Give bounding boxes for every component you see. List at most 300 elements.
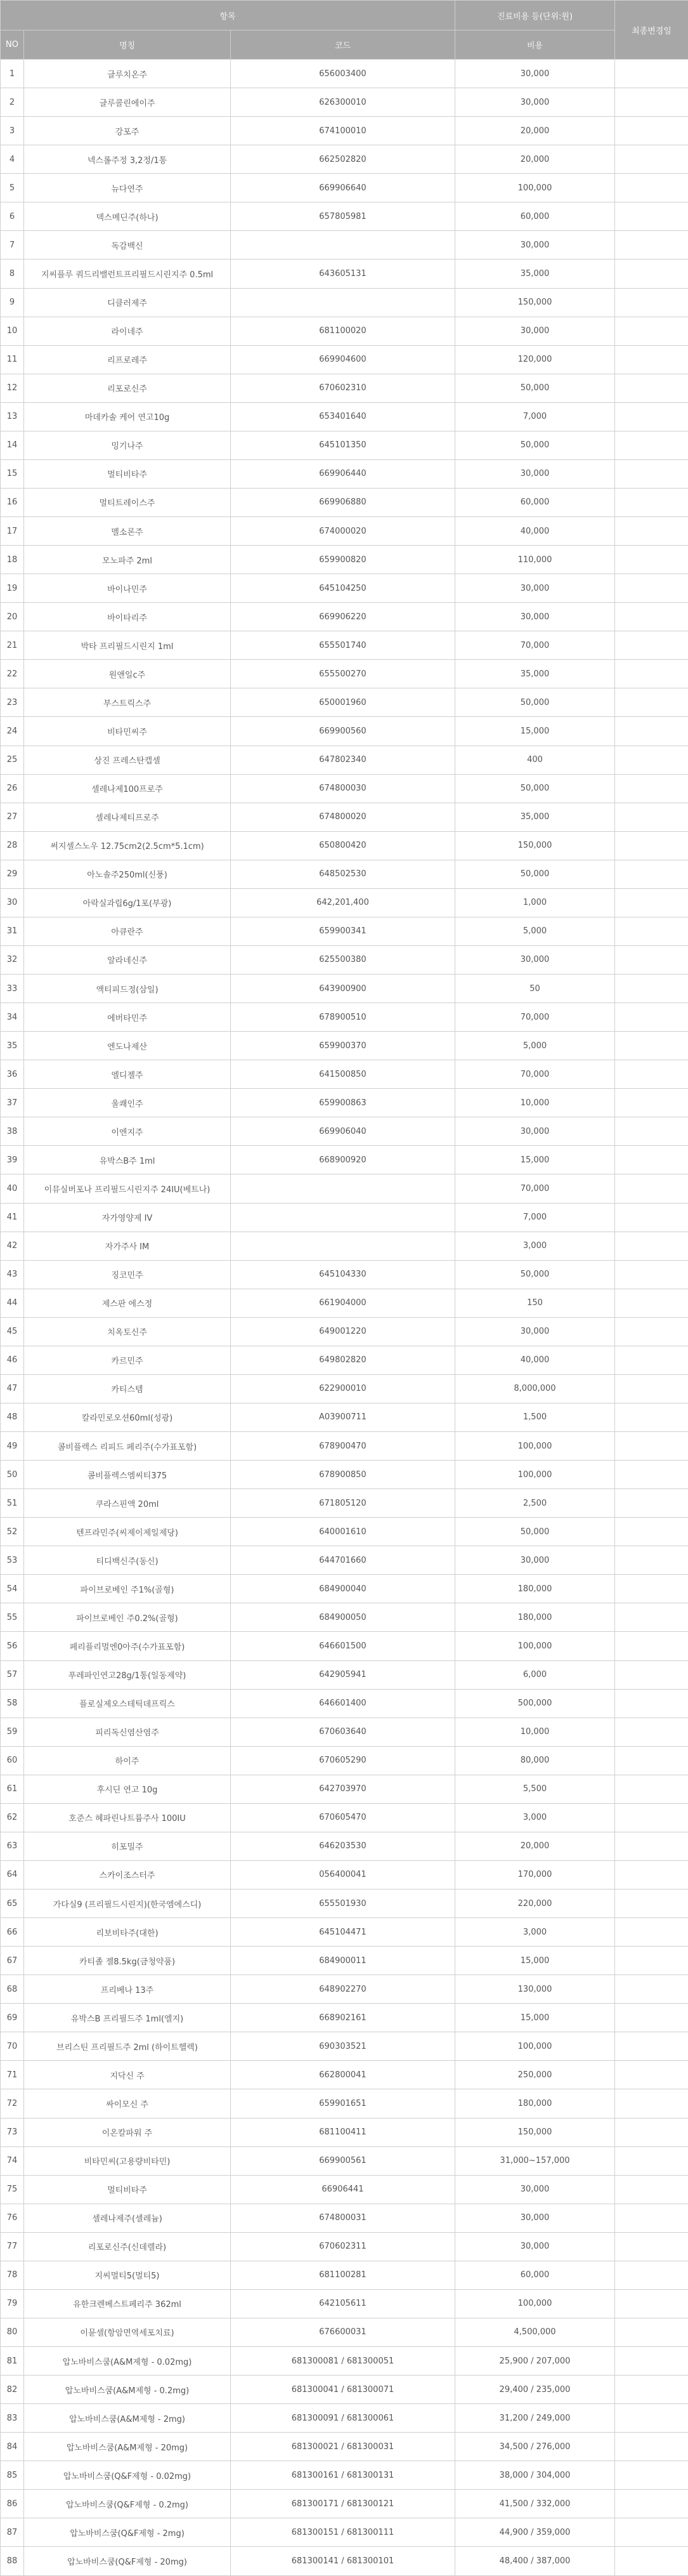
row-last-change-cell	[615, 88, 688, 117]
row-last-change-cell	[615, 660, 688, 688]
row-last-change-cell	[615, 2404, 688, 2433]
row-code-cell: 646601500	[231, 1632, 455, 1660]
row-last-change-cell	[615, 1975, 688, 2004]
table-row	[1, 774, 688, 803]
row-no-cell: 80	[1, 2318, 24, 2346]
row-no-cell: 8	[1, 260, 24, 288]
row-name-cell: 이엔지주	[24, 1117, 231, 1146]
table-row	[1, 2404, 688, 2433]
row-name-cell: 리포로신주	[24, 374, 231, 402]
table-row	[1, 1860, 688, 1889]
row-name-cell: 멀티비타주	[24, 2175, 231, 2204]
row-name-cell: 압노바비스쿰(A&M제형 - 20mg)	[24, 2433, 231, 2461]
row-code-cell: 669906220	[231, 603, 455, 631]
table-row	[1, 345, 688, 374]
row-name-cell: 리프로레주	[24, 345, 231, 374]
row-cost-cell: 500,000	[455, 1689, 615, 1718]
code-header: 코드	[231, 30, 455, 60]
row-code-cell: 645101350	[231, 431, 455, 459]
row-no-cell: 78	[1, 2261, 24, 2289]
table-row	[1, 1432, 688, 1461]
row-name-cell: 넥스롤주정 3,2정/1통	[24, 145, 231, 174]
row-no-cell: 82	[1, 2376, 24, 2404]
row-code-cell: 659900370	[231, 1032, 455, 1060]
row-no-cell: 35	[1, 1032, 24, 1060]
table-row	[1, 1146, 688, 1174]
row-cost-cell: 130,000	[455, 1975, 615, 2004]
row-name-cell: 밍기나주	[24, 431, 231, 459]
row-last-change-cell	[615, 1117, 688, 1146]
row-last-change-cell	[615, 231, 688, 260]
row-code-cell: 681300081 / 681300051	[231, 2347, 455, 2376]
row-last-change-cell	[615, 1003, 688, 1032]
row-last-change-cell	[615, 1660, 688, 1689]
row-code-cell: 655500270	[231, 660, 455, 688]
row-no-cell: 45	[1, 1317, 24, 1346]
row-last-change-cell	[615, 1632, 688, 1660]
row-last-change-cell	[615, 803, 688, 831]
row-code-cell: 681300041 / 681300071	[231, 2376, 455, 2404]
table-row	[1, 803, 688, 831]
table-header	[1, 1, 688, 60]
table-row	[1, 1632, 688, 1660]
row-name-cell: 상진 프레스탄캡셀	[24, 746, 231, 774]
table-row	[1, 1603, 688, 1632]
row-name-cell: 카티졸 젤8.5kg(금청약품)	[24, 1947, 231, 1975]
row-code-cell: 659900863	[231, 1089, 455, 1117]
row-name-cell: 유박스B 프리필드주 1ml(엘지)	[24, 2004, 231, 2032]
row-code-cell	[231, 1203, 455, 1232]
row-code-cell: 661904000	[231, 1289, 455, 1317]
row-name-cell: 바이나민주	[24, 574, 231, 603]
row-no-cell: 73	[1, 2118, 24, 2146]
table-row	[1, 488, 688, 516]
row-cost-cell: 180,000	[455, 2089, 615, 2118]
row-name-cell: 라이네주	[24, 317, 231, 345]
row-code-cell: 669900561	[231, 2146, 455, 2175]
row-last-change-cell	[615, 2061, 688, 2089]
row-name-cell: 카르민주	[24, 1346, 231, 1374]
row-cost-cell: 50,000	[455, 1260, 615, 1289]
table-row	[1, 1718, 688, 1746]
row-last-change-cell	[615, 746, 688, 774]
row-cost-cell: 50,000	[455, 431, 615, 459]
row-name-cell: 마데카솔 케어 연고10g	[24, 402, 231, 431]
row-no-cell: 10	[1, 317, 24, 345]
row-name-cell: 덱스메딘주(하나)	[24, 202, 231, 231]
row-no-cell: 41	[1, 1203, 24, 1232]
row-code-cell: 676600031	[231, 2318, 455, 2346]
row-code-cell: 681300161 / 681300131	[231, 2461, 455, 2490]
row-cost-cell: 31,000~157,000	[455, 2146, 615, 2175]
row-code-cell: 690303521	[231, 2032, 455, 2061]
row-last-change-cell	[615, 1860, 688, 1889]
row-cost-cell: 180,000	[455, 1575, 615, 1603]
row-cost-cell: 50,000	[455, 860, 615, 888]
row-no-cell: 43	[1, 1260, 24, 1289]
row-name-cell: 디클러제주	[24, 288, 231, 317]
row-name-cell: 플로실제오스테틱데프릭스	[24, 1689, 231, 1718]
row-no-cell: 46	[1, 1346, 24, 1374]
row-no-cell: 54	[1, 1575, 24, 1603]
row-last-change-cell	[615, 202, 688, 231]
row-last-change-cell	[615, 2518, 688, 2547]
row-code-cell: A03900711	[231, 1403, 455, 1431]
row-no-cell: 57	[1, 1660, 24, 1689]
table-row	[1, 831, 688, 860]
row-no-cell: 33	[1, 975, 24, 1003]
row-cost-cell: 80,000	[455, 1746, 615, 1775]
table-row	[1, 1746, 688, 1775]
row-last-change-cell	[615, 2204, 688, 2232]
row-cost-cell: 60,000	[455, 488, 615, 516]
row-last-change-cell	[615, 1918, 688, 1947]
row-cost-cell: 10,000	[455, 1089, 615, 1117]
row-no-cell: 51	[1, 1489, 24, 1518]
row-last-change-cell	[615, 574, 688, 603]
row-code-cell: 671805120	[231, 1489, 455, 1518]
row-code-cell	[231, 1232, 455, 1260]
row-code-cell: 625500380	[231, 945, 455, 974]
table-row	[1, 2261, 688, 2289]
table-row	[1, 1489, 688, 1518]
row-no-cell: 13	[1, 402, 24, 431]
row-no-cell: 2	[1, 88, 24, 117]
row-cost-cell: 70,000	[455, 1003, 615, 1032]
row-last-change-cell	[615, 1232, 688, 1260]
row-cost-cell: 150,000	[455, 288, 615, 317]
row-code-cell: 681100020	[231, 317, 455, 345]
row-name-cell: 박타 프리필드시린지 1ml	[24, 631, 231, 660]
row-name-cell: 리포로신주(신데렐라)	[24, 2232, 231, 2261]
row-name-cell: 유한크렌베스트페리주 362ml	[24, 2289, 231, 2318]
row-code-cell: 646601400	[231, 1689, 455, 1718]
row-code-cell: 647802340	[231, 746, 455, 774]
row-cost-cell: 34,500 / 276,000	[455, 2433, 615, 2461]
row-no-cell: 49	[1, 1432, 24, 1461]
row-name-cell: 뉴다연주	[24, 174, 231, 202]
row-no-cell: 30	[1, 888, 24, 917]
row-name-cell: 제스판 에스정	[24, 1289, 231, 1317]
row-code-cell: 662502820	[231, 145, 455, 174]
table-row	[1, 1346, 688, 1374]
table-row	[1, 2490, 688, 2518]
row-code-cell: 674800030	[231, 774, 455, 803]
row-cost-cell: 120,000	[455, 345, 615, 374]
row-name-cell: 비타민씨주	[24, 717, 231, 746]
row-no-cell: 23	[1, 688, 24, 717]
row-last-change-cell	[615, 2547, 688, 2575]
row-no-cell: 11	[1, 345, 24, 374]
table-row	[1, 431, 688, 459]
row-cost-cell: 50,000	[455, 374, 615, 402]
table-row	[1, 2004, 688, 2032]
cost-header: 비용	[455, 30, 615, 60]
row-code-cell: 657805981	[231, 202, 455, 231]
row-no-cell: 17	[1, 517, 24, 546]
table-row	[1, 2146, 688, 2175]
row-no-cell: 24	[1, 717, 24, 746]
table-row	[1, 2032, 688, 2061]
row-cost-cell: 38,000 / 304,000	[455, 2461, 615, 2490]
row-name-cell: 이뮨셀(항암면역세포치료)	[24, 2318, 231, 2346]
row-cost-cell: 1,000	[455, 888, 615, 917]
row-code-cell: 684900050	[231, 1603, 455, 1632]
row-name-cell: 모노파주 2ml	[24, 546, 231, 574]
row-last-change-cell	[615, 1746, 688, 1775]
row-code-cell: 649802820	[231, 1346, 455, 1374]
row-code-cell: 668902161	[231, 2004, 455, 2032]
row-name-cell: 멀티비타주	[24, 459, 231, 488]
row-code-cell: 669906040	[231, 1117, 455, 1146]
table-row	[1, 603, 688, 631]
row-cost-cell: 150	[455, 1289, 615, 1317]
row-name-cell: 엔도나제산	[24, 1032, 231, 1060]
table-row	[1, 1803, 688, 1832]
row-last-change-cell	[615, 1346, 688, 1374]
row-last-change-cell	[615, 117, 688, 145]
row-last-change-cell	[615, 1575, 688, 1603]
row-last-change-cell	[615, 1718, 688, 1746]
row-name-cell: 액티피드정(삼일)	[24, 975, 231, 1003]
row-name-cell: 압노바비스쿰(Q&F제형 - 0.2mg)	[24, 2490, 231, 2518]
row-no-cell: 26	[1, 774, 24, 803]
row-no-cell: 5	[1, 174, 24, 202]
table-row	[1, 1317, 688, 1346]
row-name-cell: 유박스B주 1ml	[24, 1146, 231, 1174]
row-last-change-cell	[615, 1489, 688, 1518]
table-row	[1, 574, 688, 603]
row-name-cell: 글루치온주	[24, 60, 231, 88]
row-no-cell: 31	[1, 917, 24, 945]
row-name-cell: 강포주	[24, 117, 231, 145]
row-code-cell: 653401640	[231, 402, 455, 431]
row-code-cell: 659900820	[231, 546, 455, 574]
row-cost-cell: 44,900 / 359,000	[455, 2518, 615, 2547]
row-code-cell: 656003400	[231, 60, 455, 88]
row-last-change-cell	[615, 60, 688, 88]
row-cost-cell: 100,000	[455, 2289, 615, 2318]
row-cost-cell: 2,500	[455, 1489, 615, 1518]
row-name-cell: 써지셀스노우 12.75cm2(2.5cm*5.1cm)	[24, 831, 231, 860]
table-row	[1, 860, 688, 888]
row-code-cell: 642905941	[231, 1660, 455, 1689]
row-cost-cell: 7,000	[455, 1203, 615, 1232]
table-row	[1, 1174, 688, 1203]
row-last-change-cell	[615, 860, 688, 888]
row-cost-cell: 30,000	[455, 60, 615, 88]
row-no-cell: 75	[1, 2175, 24, 2204]
table-row	[1, 1089, 688, 1117]
row-cost-cell: 30,000	[455, 603, 615, 631]
row-code-cell: 643605131	[231, 260, 455, 288]
row-cost-cell: 48,400 / 387,000	[455, 2547, 615, 2575]
row-name-cell: 브리스틴 프리필드주 2ml (하이트헬렉)	[24, 2032, 231, 2061]
table-row	[1, 917, 688, 945]
row-code-cell: 645104330	[231, 1260, 455, 1289]
row-code-cell: 678900470	[231, 1432, 455, 1461]
row-last-change-cell	[615, 260, 688, 288]
table-row	[1, 517, 688, 546]
last-change-header: 최종변경일	[615, 1, 688, 60]
row-name-cell: 푸레파인연고28g/1통(일동제약)	[24, 1660, 231, 1689]
row-cost-cell: 7,000	[455, 402, 615, 431]
row-no-cell: 6	[1, 202, 24, 231]
row-no-cell: 70	[1, 2032, 24, 2061]
row-cost-cell: 30,000	[455, 1317, 615, 1346]
row-name-cell: 아큐란주	[24, 917, 231, 945]
table-row	[1, 2289, 688, 2318]
row-cost-cell: 10,000	[455, 1718, 615, 1746]
row-no-cell: 40	[1, 1174, 24, 1203]
row-name-cell: 싸이모신 주	[24, 2089, 231, 2118]
row-no-cell: 60	[1, 1746, 24, 1775]
row-code-cell: 645104471	[231, 1918, 455, 1947]
row-code-cell: 681300151 / 681300111	[231, 2518, 455, 2547]
row-code-cell: 626300010	[231, 88, 455, 117]
row-code-cell: 642105611	[231, 2289, 455, 2318]
row-name-cell: 프리베나 13주	[24, 1975, 231, 2004]
row-name-cell: 셀레나제주(셀레늄)	[24, 2204, 231, 2232]
row-no-cell: 64	[1, 1860, 24, 1889]
row-cost-cell: 60,000	[455, 2261, 615, 2289]
row-code-cell: 650800420	[231, 831, 455, 860]
row-last-change-cell	[615, 688, 688, 717]
row-no-cell: 27	[1, 803, 24, 831]
row-last-change-cell	[615, 1317, 688, 1346]
row-cost-cell: 100,000	[455, 1461, 615, 1489]
row-cost-cell: 30,000	[455, 1546, 615, 1575]
row-no-cell: 88	[1, 2547, 24, 2575]
table-row	[1, 2318, 688, 2346]
row-code-cell: 646203530	[231, 1832, 455, 1860]
row-code-cell: 670605470	[231, 1803, 455, 1832]
row-cost-cell: 30,000	[455, 459, 615, 488]
row-name-cell: 치옥토신주	[24, 1317, 231, 1346]
row-cost-cell: 35,000	[455, 260, 615, 288]
table-row	[1, 1518, 688, 1546]
row-code-cell: 681300021 / 681300031	[231, 2433, 455, 2461]
row-name-cell: 압노바비스쿰(Q&F제형 - 0.02mg)	[24, 2461, 231, 2490]
row-cost-cell: 40,000	[455, 517, 615, 546]
row-code-cell: 684900040	[231, 1575, 455, 1603]
row-cost-cell: 30,000	[455, 574, 615, 603]
row-no-cell: 12	[1, 374, 24, 402]
row-last-change-cell	[615, 917, 688, 945]
row-no-cell: 50	[1, 1461, 24, 1489]
table-row	[1, 1889, 688, 1918]
table-row	[1, 402, 688, 431]
row-last-change-cell	[615, 1146, 688, 1174]
row-code-cell: 674100010	[231, 117, 455, 145]
table-row	[1, 174, 688, 202]
row-last-change-cell	[615, 1203, 688, 1232]
row-last-change-cell	[615, 631, 688, 660]
row-name-cell: 지닥신 주	[24, 2061, 231, 2089]
row-code-cell	[231, 1174, 455, 1203]
row-no-cell: 44	[1, 1289, 24, 1317]
row-last-change-cell	[615, 1546, 688, 1575]
row-cost-cell: 100,000	[455, 1432, 615, 1461]
row-name-cell: 티디백신주(동신)	[24, 1546, 231, 1575]
table-row	[1, 260, 688, 288]
row-name-cell: 징코민주	[24, 1260, 231, 1289]
row-cost-cell: 70,000	[455, 1174, 615, 1203]
row-cost-cell: 70,000	[455, 1060, 615, 1089]
row-cost-cell: 150,000	[455, 2118, 615, 2146]
row-no-cell: 55	[1, 1603, 24, 1632]
row-name-cell: 콤비플렉스엠씨티375	[24, 1461, 231, 1489]
table-row	[1, 231, 688, 260]
row-name-cell: 피리독신염산염주	[24, 1718, 231, 1746]
row-no-cell: 81	[1, 2347, 24, 2376]
row-no-cell: 37	[1, 1089, 24, 1117]
row-name-cell: 호준스 헤파린나트륨주사 100IU	[24, 1803, 231, 1832]
row-name-cell: 독감백신	[24, 231, 231, 260]
row-last-change-cell	[615, 459, 688, 488]
row-cost-cell: 30,000	[455, 2204, 615, 2232]
row-code-cell: 659900341	[231, 917, 455, 945]
row-last-change-cell	[615, 1174, 688, 1203]
row-cost-cell: 30,000	[455, 2175, 615, 2204]
row-name-cell: 지씨멀티5(멀티5)	[24, 2261, 231, 2289]
row-no-cell: 62	[1, 1803, 24, 1832]
row-no-cell: 68	[1, 1975, 24, 2004]
row-last-change-cell	[615, 1518, 688, 1546]
fee-group-header: 진료비용 등(단위:원)	[455, 1, 615, 30]
row-name-cell: 하이주	[24, 1746, 231, 1775]
row-name-cell: 파이브로베인 주1%(골형)	[24, 1575, 231, 1603]
table-row	[1, 1403, 688, 1431]
row-name-cell: 바이타리주	[24, 603, 231, 631]
row-cost-cell: 40,000	[455, 1346, 615, 1374]
row-code-cell: 649001220	[231, 1317, 455, 1346]
row-name-cell: 아노솔주250ml(신풍)	[24, 860, 231, 888]
row-name-cell: 압노바비스쿰(Q&F제형 - 20mg)	[24, 2547, 231, 2575]
row-last-change-cell	[615, 1089, 688, 1117]
row-name-cell: 알라네신주	[24, 945, 231, 974]
row-name-cell: 울쾌인주	[24, 1089, 231, 1117]
row-cost-cell: 1,500	[455, 1403, 615, 1431]
row-cost-cell: 150,000	[455, 831, 615, 860]
row-last-change-cell	[615, 2146, 688, 2175]
row-no-cell: 66	[1, 1918, 24, 1947]
row-name-cell: 에버타민주	[24, 1003, 231, 1032]
row-name-cell: 멀티트레이스주	[24, 488, 231, 516]
table-row	[1, 660, 688, 688]
row-cost-cell: 3,000	[455, 1918, 615, 1947]
row-code-cell: 648902270	[231, 1975, 455, 2004]
table-row	[1, 1918, 688, 1947]
table-row	[1, 317, 688, 345]
row-last-change-cell	[615, 488, 688, 516]
row-last-change-cell	[615, 945, 688, 974]
row-no-cell: 84	[1, 2433, 24, 2461]
row-cost-cell: 8,000,000	[455, 1374, 615, 1403]
row-code-cell	[231, 288, 455, 317]
table-row	[1, 288, 688, 317]
row-no-cell: 76	[1, 2204, 24, 2232]
table-row	[1, 1232, 688, 1260]
row-cost-cell: 4,500,000	[455, 2318, 615, 2346]
row-last-change-cell	[615, 2004, 688, 2032]
table-row	[1, 1289, 688, 1317]
row-last-change-cell	[615, 2032, 688, 2061]
row-name-cell: 셀레나제100프로주	[24, 774, 231, 803]
row-code-cell: 641500850	[231, 1060, 455, 1089]
row-no-cell: 85	[1, 2461, 24, 2490]
row-cost-cell: 5,000	[455, 1032, 615, 1060]
